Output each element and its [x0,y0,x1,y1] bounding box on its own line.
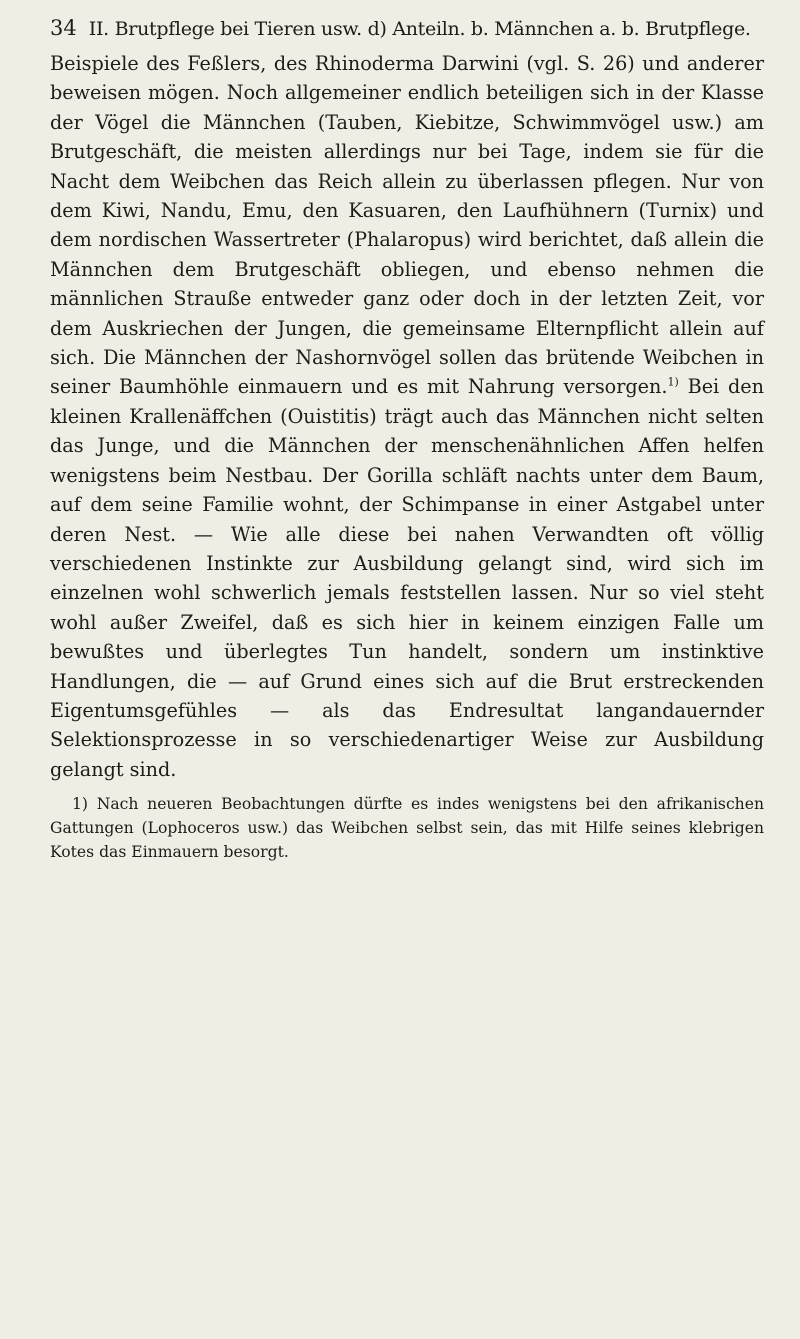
page-number: 34 [50,16,77,40]
book-page [50,14,764,864]
footnote-marker: 1) [72,795,89,814]
chapter-heading: II. Brutpflege bei Tieren usw. d) Anteiln. b. Männchen a. b. Brutpflege. [88,18,751,40]
main-paragraph [50,49,764,784]
running-head [50,14,764,43]
paragraph-text: Beispiele des Feßlers, des Rhinoderma Darwini (vgl. S. 26) und anderer beweisen mögen. Noch allgemeiner endlich beteiligen sich in der Klasse der Vögel die Männchen (Tauben, Kiebitze, Schwimmvögel usw.) am Brutgeschäft, die meisten allerdings nur bei Tage, indem sie für die Nacht dem Weibchen das Reich allein zu überlassen pflegen. Nur von dem Kiwi, Nandu, Emu, den Kasuaren, den Laufhühnern (Turnix) und dem nordischen Wassertreter (Phalaropus) wird berichtet, daß allein die Männchen dem Brutgeschäft obliegen, und ebenso nehmen die männlichen Strauße entweder ganz oder doch in der letzten Zeit, vor dem Auskriechen der Jungen, die gemeinsame Elternpflicht allein auf sich. Die Männchen der Nashornvögel sollen das brütende Weibchen in seiner Baumhöhle einmauern und es mit Nahrung versorgen. [50,52,764,399]
footnote-text: Nach neueren Beobachtungen dürfte es indes wenigstens bei den afrikanischen Gattungen (Lophoceros usw.) das Weibchen selbst sein, das mit Hilfe seines klebrigen Kotes das Einmauern besorgt. [50,795,764,862]
footnote-reference[interactable]: 1) [667,376,679,390]
paragraph-text-continued: Bei den kleinen Krallenäffchen (Ouistitis) trägt auch das Männchen nicht selten das Junge, und die Männchen der menschenähnlichen Affen helfen wenigstens beim Nestbau. Der Gorilla schläft nachts unter dem Baum, auf dem seine Familie wohnt, der Schimpanse in einer Astgabel unter deren Nest. — Wie alle diese bei nahen Verwandten oft völlig verschiedenen Instinkte zur Ausbildung gelangt sind, wird sich im einzelnen wohl schwerlich jemals feststellen lassen. Nur so viel steht wohl außer Zweifel, daß es sich hier in keinem einzigen Falle um bewußtes und überlegtes Tun handelt, sondern um instinktive Handlungen, die — auf Grund eines sich auf die Brut erstreckenden Eigentumsgefühles — als das Endresultat langandauernder Selektionsprozesse in so verschiedenartiger Weise zur Ausbildung gelangt sind. [50,375,764,781]
footnote [50,792,764,864]
